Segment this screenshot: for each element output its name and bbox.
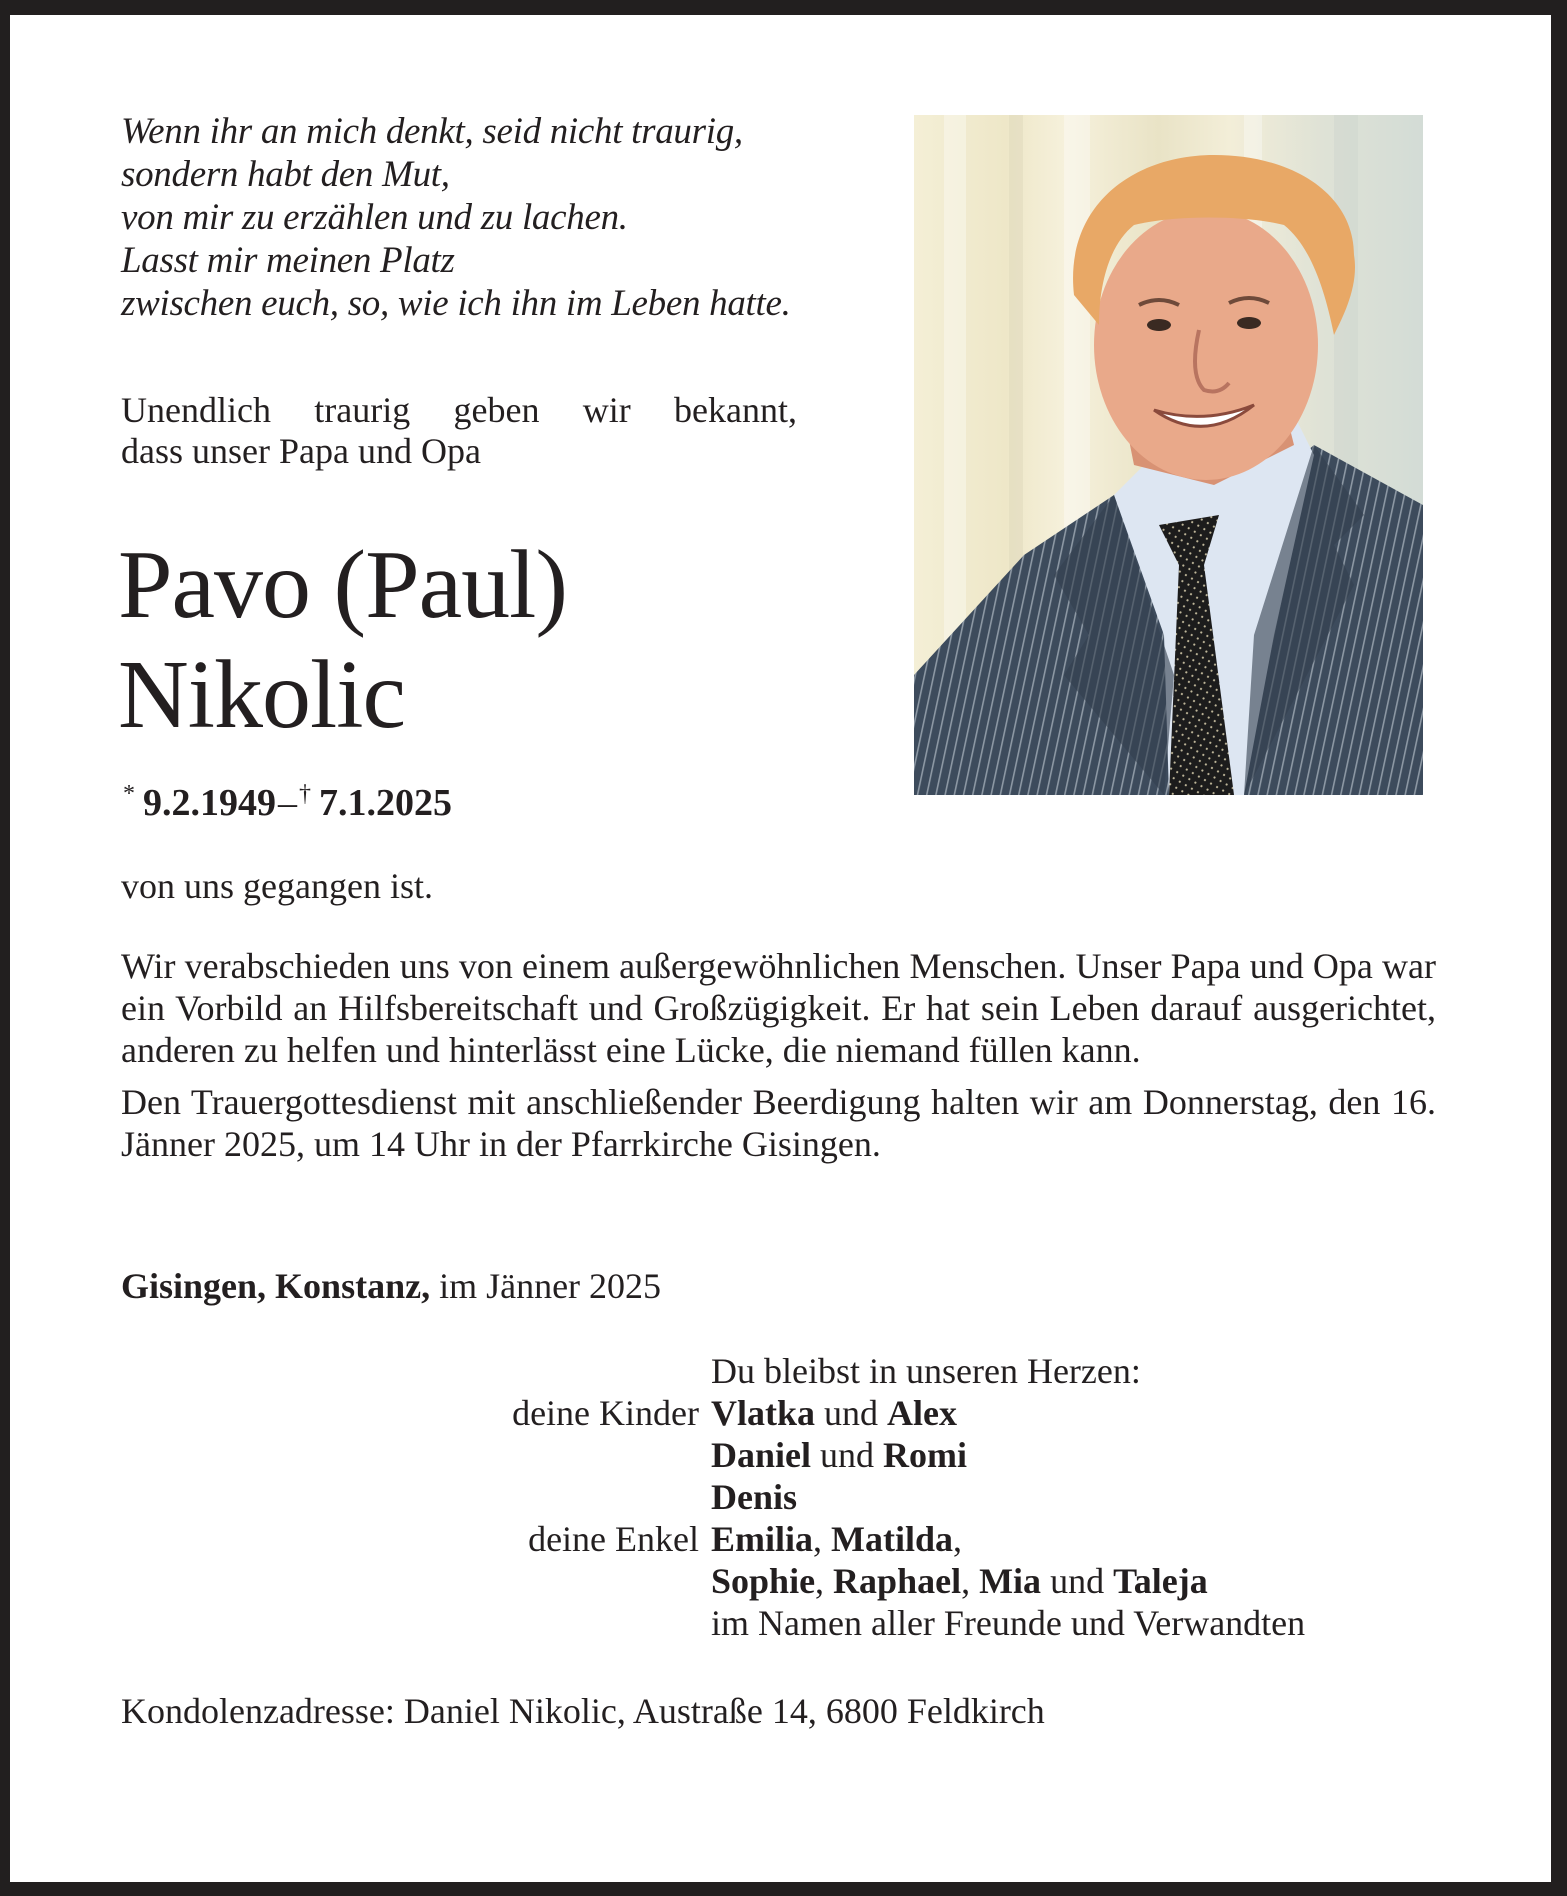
- intro-line: dass unser Papa und Opa: [121, 431, 481, 471]
- family-closing: im Namen aller Freunde und Verwandten: [711, 1603, 1306, 1643]
- separator: ,: [961, 1561, 971, 1601]
- passed-away-text: von uns gegangen ist.: [121, 866, 433, 906]
- date-dash: –: [278, 782, 297, 824]
- child-name: Alex: [887, 1393, 957, 1433]
- children-row: [121, 1476, 1451, 1518]
- poem-line: sondern habt den Mut,: [121, 154, 450, 195]
- place-city: Konstanz,: [275, 1266, 431, 1306]
- children-row: [121, 1392, 1451, 1434]
- grandchildren-row: [121, 1560, 1451, 1602]
- deceased-name: [118, 530, 567, 750]
- portrait-photo: [914, 115, 1423, 795]
- obituary-body: [121, 945, 1436, 1175]
- children-row: [121, 1434, 1451, 1476]
- condolence-address: Kondolenzadresse: Daniel Nikolic, Austraße 14, 6800 Feldkirch: [121, 1691, 1045, 1731]
- poem-line: Lasst mir meinen Platz: [121, 240, 455, 281]
- poem: [121, 110, 791, 325]
- death-date: 7.1.2025: [319, 782, 452, 824]
- child-name: Vlatka: [711, 1393, 816, 1433]
- child-name: Daniel: [711, 1435, 812, 1475]
- poem-line: zwischen euch, so, wie ich ihn im Leben hatte.: [121, 283, 791, 324]
- grandchild-name: Raphael: [833, 1561, 962, 1601]
- intro-line: Unendlich traurig geben wir bekannt,: [121, 390, 797, 430]
- child-name: Romi: [883, 1435, 968, 1475]
- family-list: [121, 1350, 1451, 1644]
- conjunction: und: [824, 1393, 879, 1433]
- body-paragraph: Wir verabschieden uns von einem außergewöhnlichen Menschen. Unser Papa und Opa war ein Vorbild an Hilfsbereitschaft und Großzügigkeit. Er hat sein Leben darauf ausgerichtet, anderen zu helfen und hinterlässt eine Lücke, die niemand füllen kann.: [121, 946, 1436, 1070]
- grandchild-name: Matilda: [831, 1519, 954, 1559]
- face: [1094, 210, 1318, 480]
- child-name: Denis: [711, 1477, 798, 1517]
- grandchild-name: Mia: [979, 1561, 1042, 1601]
- birth-date: 9.2.1949: [143, 782, 276, 824]
- grandchild-name: Taleja: [1113, 1561, 1208, 1601]
- deceased-name-line1: Pavo (Paul): [118, 531, 567, 639]
- poem-line: Wenn ihr an mich denkt, seid nicht traurig,: [121, 111, 743, 152]
- deceased-name-line2: Nikolic: [118, 641, 405, 749]
- place-date: im Jänner 2025: [439, 1266, 662, 1306]
- conjunction: und: [820, 1435, 875, 1475]
- portrait-photo-icon: [914, 115, 1423, 795]
- closing-row: [121, 1602, 1451, 1644]
- separator: ,: [815, 1561, 825, 1601]
- grandchildren-label: deine Enkel: [528, 1519, 699, 1559]
- family-heading-row: [121, 1350, 1451, 1392]
- announcement-intro: [121, 390, 821, 472]
- place-and-date: [121, 1265, 661, 1307]
- separator: ,: [813, 1519, 823, 1559]
- death-cross-icon: †: [299, 781, 311, 807]
- poem-line: von mir zu erzählen und zu lachen.: [121, 197, 628, 238]
- separator: ,: [953, 1519, 963, 1559]
- grandchild-name: Sophie: [711, 1561, 816, 1601]
- grandchild-name: Emilia: [711, 1519, 814, 1559]
- children-label: deine Kinder: [512, 1393, 699, 1433]
- family-heading: Du bleibst in unseren Herzen:: [711, 1351, 1141, 1391]
- conjunction: und: [1050, 1561, 1105, 1601]
- funeral-details: Den Trauergottesdienst mit anschließender Beerdigung halten wir am Donnerstag, den 16. Jänner 2025, um 14 Uhr in der Pfarrkirche Gisingen.: [121, 1082, 1436, 1164]
- grandchildren-row: [121, 1518, 1451, 1560]
- life-dates: [123, 772, 452, 825]
- birth-star-icon: *: [123, 781, 135, 807]
- place-city: Gisingen,: [121, 1266, 267, 1306]
